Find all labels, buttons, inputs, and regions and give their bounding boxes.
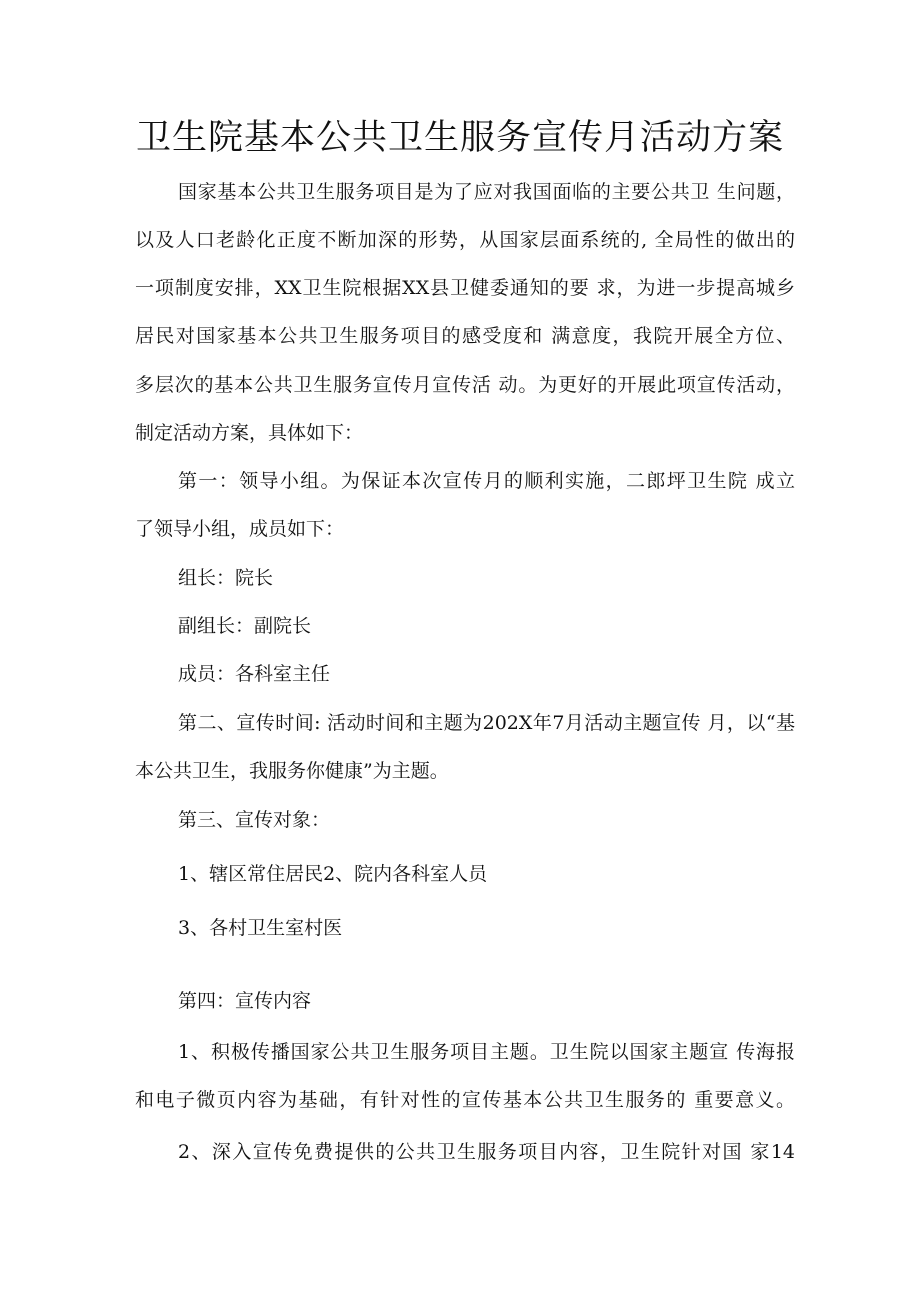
intro-line-4: 居民对国家基本公共卫生服务项目的感受度和 满意度，我院开展全方位、 (135, 325, 795, 347)
intro-line-1: 国家基本公共卫生服务项目是为了应对我国面临的主要公共卫 生问题， (178, 181, 795, 203)
intro-line-3: 一项制度安排，XX卫生院根据XX县卫健委通知的要 求，为进一步提高城乡 (135, 277, 795, 299)
section-4-item-1-line-1: 1、积极传播国家公共卫生服务项目主题。卫生院以国家主题宣 传海报 (178, 1041, 795, 1063)
members-line: 成员：各科室主任 (178, 663, 331, 685)
section-3-item-1: 1、辖区常住居民2、院内各科室人员 (178, 863, 488, 885)
section-1-line-2: 了领导小组，成员如下： (135, 518, 345, 540)
intro-line-5: 多层次的基本公共卫生服务宣传月宣传活 动。为更好的开展此项宣传活动， (135, 374, 795, 396)
section-4-item-1-line-2: 和电子微页内容为基础，有针对性的宣传基本公共卫生服务的 重要意义。 (135, 1089, 795, 1111)
intro-line-6: 制定活动方案，具体如下： (135, 422, 364, 444)
document-title: 卫生院基本公共卫生服务宣传月活动方案 (135, 118, 784, 158)
section-4-heading: 第四：宣传内容 (178, 990, 312, 1012)
section-4-item-2-line-1: 2、深入宣传免费提供的公共卫生服务项目内容，卫生院针对国 家14 (178, 1141, 795, 1163)
section-3-heading: 第三、宣传对象： (178, 809, 331, 831)
section-1-line-1: 第一：领导小组。为保证本次宣传月的顺利实施，二郎坪卫生院 成立 (178, 470, 795, 492)
deputy-leader-line: 副组长：副院长 (178, 615, 312, 637)
section-3-item-2: 3、各村卫生室村医 (178, 917, 343, 939)
section-2-line-1: 第二、宣传时间: 活动时间和主题为202X年7月活动主题宣传 月，以“基 (178, 712, 795, 734)
intro-line-2: 以及人口老龄化正度不断加深的形势，从国家层面系统的, 全局性的做出的 (135, 229, 795, 251)
leader-line: 组长：院长 (178, 567, 274, 589)
section-2-line-2: 本公共卫生，我服务你健康”为主题。 (135, 760, 449, 782)
